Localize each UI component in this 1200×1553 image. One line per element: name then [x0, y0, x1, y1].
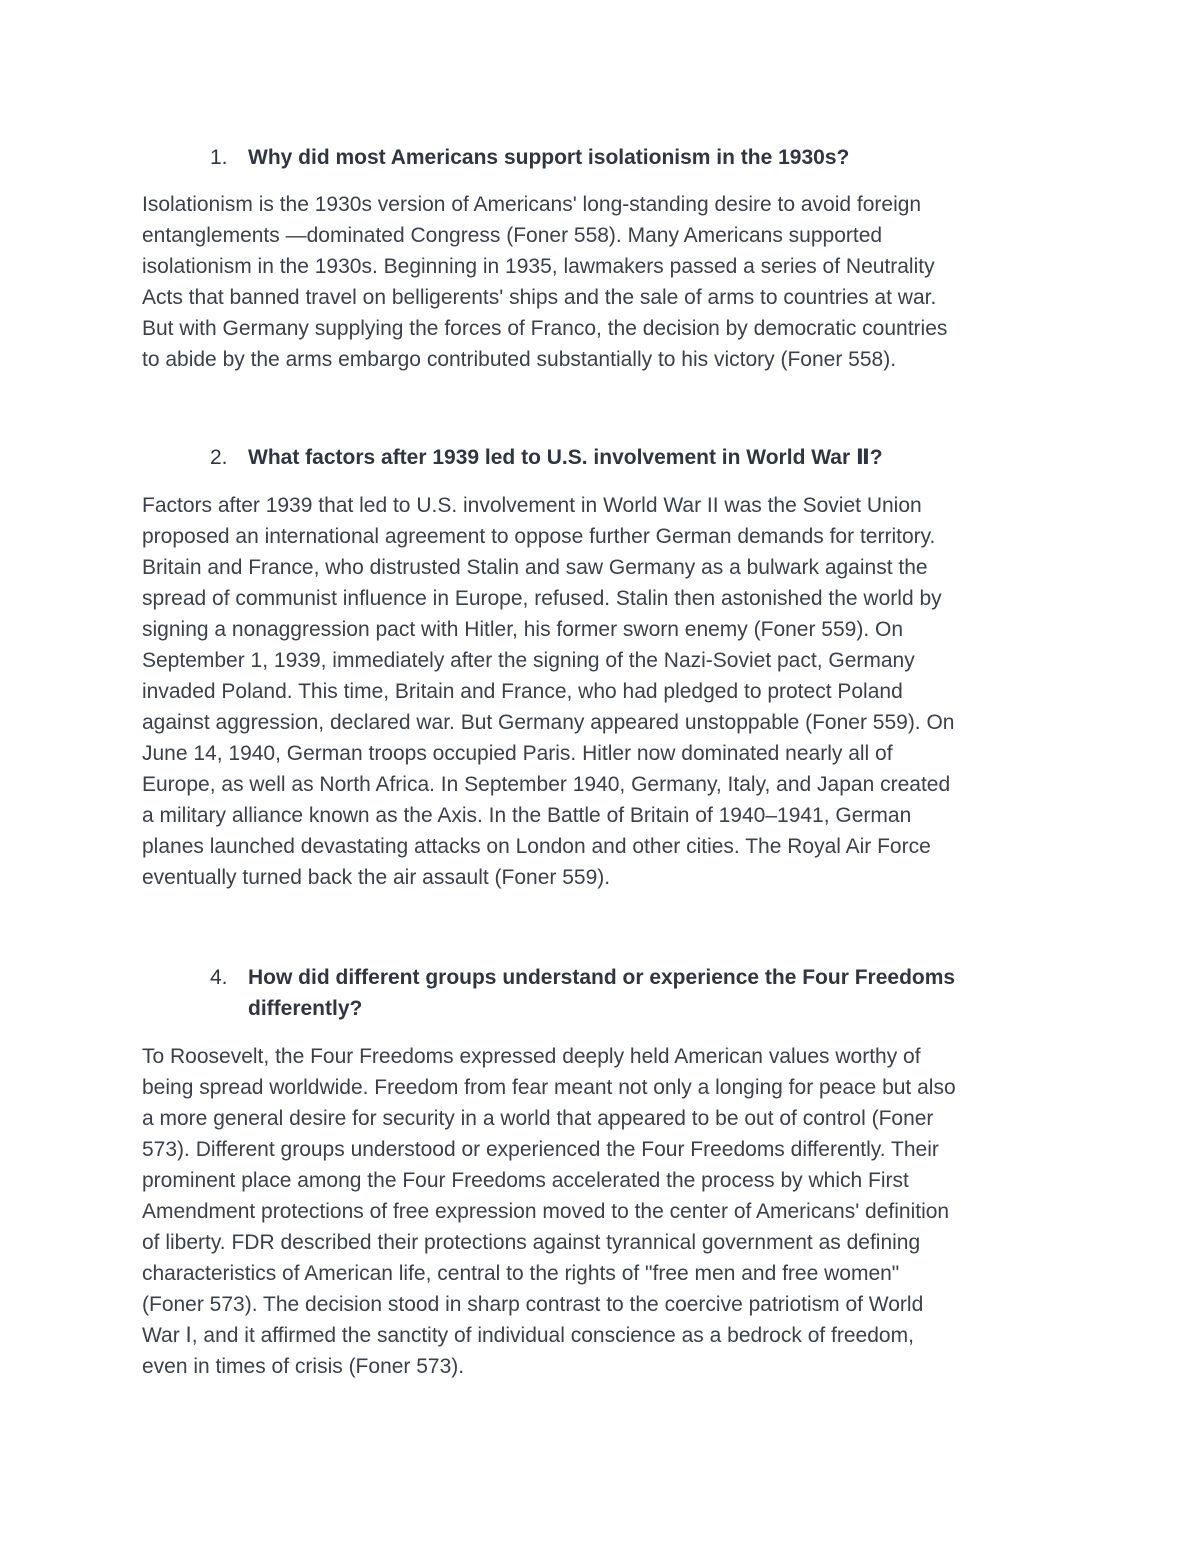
answer-line: Amendment protections of free expression moved to the center of Americans' definition [142, 1200, 950, 1223]
question-1 [210, 142, 1070, 173]
answer-line: Britain and France, who distrusted Stalin and saw Germany as a bulwark against the [142, 556, 928, 579]
answer-line: To Roosevelt, the Four Freedoms expressed deeply held American values worthy of [142, 1045, 921, 1068]
answer-line: September 1, 1939, immediately after the signing of the Nazi-Soviet pact, Germany [142, 649, 915, 672]
answer-line: 573). Different groups understood or experienced the Four Freedoms differently. Their [142, 1138, 939, 1161]
answer-line: Europe, as well as North Africa. In September 1940, Germany, Italy, and Japan created [142, 773, 951, 796]
answer-line: to abide by the arms embargo contributed substantially to his victory (Foner 558). [142, 348, 897, 371]
answer-line: a more general desire for security in a world that appeared to be out of control (Foner [142, 1107, 934, 1130]
question-line: differently? [248, 997, 363, 1020]
answer-line: June 14, 1940, German troops occupied Paris. Hitler now dominated nearly all of [142, 742, 893, 765]
answer-1 [142, 189, 1062, 375]
question-number: 1. [210, 146, 228, 169]
answer-line: Acts that banned travel on belligerents' ships and the sale of arms to countries at war. [142, 286, 937, 309]
answer-line: planes launched devastating attacks on London and other cities. The Royal Air Force [142, 835, 931, 858]
answer-line: But with Germany supplying the forces of Franco, the decision by democratic countries [142, 317, 948, 340]
question-line: How did different groups understand or experience the Four Freedoms [248, 966, 956, 989]
question-number: 2. [210, 446, 228, 469]
answer-line: Factors after 1939 that led to U.S. involvement in World War II was the Soviet Union [142, 494, 922, 517]
answer-line: even in times of crisis (Foner 573). [142, 1355, 465, 1378]
answer-line: War Ⅰ, and it affirmed the sanctity of individual conscience as a bedrock of freedom, [142, 1324, 914, 1347]
question-number: 4. [210, 966, 228, 989]
answer-line: isolationism in the 1930s. Beginning in 1935, lawmakers passed a series of Neutrality [142, 255, 935, 278]
question-2 [210, 442, 1070, 473]
question-text: What factors after 1939 led to U.S. involvement in World War Ⅱ? [248, 446, 883, 469]
answer-line: against aggression, declared war. But Germany appeared unstoppable (Foner 559). On [142, 711, 955, 734]
answer-line: proposed an international agreement to oppose further German demands for territory. [142, 525, 936, 548]
answer-line: prominent place among the Four Freedoms accelerated the process by which First [142, 1169, 909, 1192]
answer-4 [142, 1041, 1062, 1382]
question-text [248, 962, 1070, 1024]
answer-line: characteristics of American life, central to the rights of "free men and free women" [142, 1262, 900, 1285]
answer-line: eventually turned back the air assault (Foner 559). [142, 866, 611, 889]
question-text: Why did most Americans support isolationism in the 1930s? [248, 146, 850, 169]
answer-line: (Foner 573). The decision stood in sharp contrast to the coercive patriotism of World [142, 1293, 924, 1316]
answer-line: invaded Poland. This time, Britain and France, who had pledged to protect Poland [142, 680, 903, 703]
answer-line: entanglements —dominated Congress (Foner 558). Many Americans supported [142, 224, 883, 247]
answer-line: being spread worldwide. Freedom from fear meant not only a longing for peace but also [142, 1076, 956, 1099]
answer-2 [142, 490, 1062, 893]
question-4 [210, 962, 1070, 1024]
answer-line: signing a nonaggression pact with Hitler, his former sworn enemy (Foner 559). On [142, 618, 904, 641]
answer-line: a military alliance known as the Axis. In the Battle of Britain of 1940–1941, German [142, 804, 912, 827]
answer-line: Isolationism is the 1930s version of Americans' long-standing desire to avoid foreign [142, 193, 922, 216]
answer-line: spread of communist influence in Europe, refused. Stalin then astonished the world by [142, 587, 942, 610]
answer-line: of liberty. FDR described their protections against tyrannical government as defining [142, 1231, 921, 1254]
